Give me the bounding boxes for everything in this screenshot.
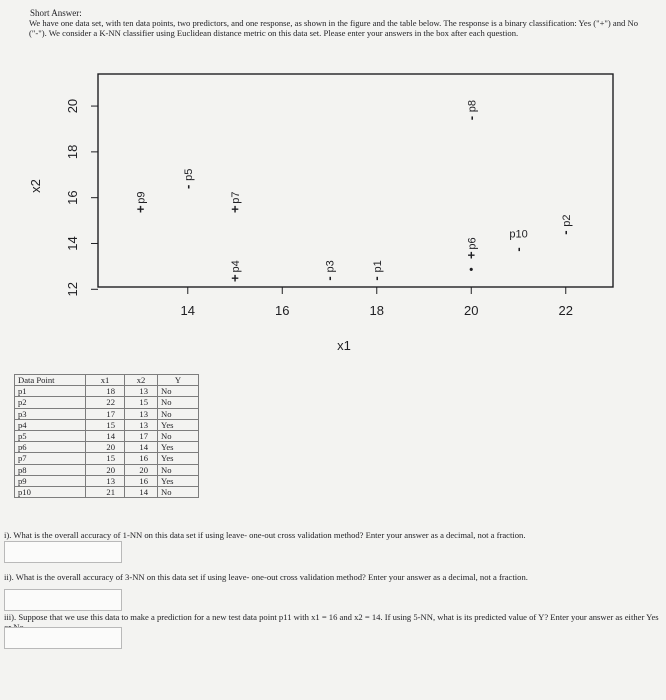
col-header-data-point: Data Point (15, 375, 86, 386)
point-label: p4 (230, 260, 243, 273)
minus-marker: - (321, 276, 337, 281)
cell-x1: 18 (86, 386, 125, 397)
question-3: iii). Suppose that we use this data to make a prediction for a new test data point p11 with x1 = 16 and x2 = 14. If using 5-NN, what is its predicted value of Y? Enter your answer as either Yes (4, 612, 659, 622)
point-label: p2 (560, 214, 573, 227)
answer-box-2[interactable] (4, 589, 122, 611)
answer-box-3[interactable] (4, 627, 122, 649)
cell-x2: 13 (125, 419, 158, 430)
table-row (15, 430, 199, 441)
cell-x1: 20 (86, 464, 125, 475)
x-tick-label: 14 (180, 303, 196, 318)
plus-marker: + (231, 201, 239, 217)
cell-data-point: p2 (15, 397, 86, 408)
cell-x1: 13 (86, 475, 125, 486)
x-tick-label: 16 (275, 303, 290, 318)
cell-x2: 14 (125, 486, 158, 497)
cell-data-point: p7 (15, 453, 86, 464)
col-header-y: Y (158, 375, 199, 386)
point-label: p9 (135, 191, 148, 204)
cell-x1: 14 (86, 430, 125, 441)
cell-data-point: p3 (15, 408, 86, 419)
table-row (15, 464, 199, 475)
table-row (15, 386, 199, 397)
cell-data-point: p1 (15, 386, 86, 397)
x-tick-label: 22 (558, 303, 573, 318)
table-header-row (15, 375, 199, 386)
cell-x1: 21 (86, 486, 125, 497)
y-tick-label: 12 (65, 282, 80, 297)
cell-data-point: p6 (15, 442, 86, 453)
y-tick-label: 16 (65, 190, 80, 205)
cell-data-point: p4 (15, 419, 86, 430)
point-label: p6 (466, 237, 479, 250)
minus-marker: - (368, 276, 384, 281)
point-label: p5 (182, 168, 195, 181)
question-1: i). What is the overall accuracy of 1-NN on this data set if using leave- one-out cross validation method? Enter your answer as a decimal, not a fraction. (4, 530, 526, 540)
cell-x1: 17 (86, 408, 125, 419)
y-tick-label: 18 (65, 144, 80, 160)
cell-x2: 15 (125, 397, 158, 408)
minus-marker: - (557, 230, 573, 235)
problem-intro: We have one data set, with ten data points, two predictors, and one response, as shown in the figure and the table below. The response is a binary classification: Yes ("+") and No ("-"). We consider a K-NN classifier using Euclidean distance metric on this data set. Please enter your answers in the box after each question. (29, 18, 638, 39)
table-row (15, 453, 199, 464)
x-tick-label: 18 (369, 303, 384, 318)
y-tick-label: 20 (65, 98, 80, 114)
col-header-x2: x2 (125, 375, 158, 386)
data-point-p4 (230, 260, 242, 285)
data-point-p10 (509, 228, 527, 251)
data-point-p1 (369, 260, 384, 280)
cell-data-point: p8 (15, 464, 86, 475)
point-label: p7 (230, 191, 243, 204)
point-label: p1 (371, 260, 384, 273)
minus-marker: - (463, 115, 479, 121)
cell-y: Yes (158, 475, 199, 486)
cell-x2: 14 (125, 442, 158, 453)
y-tick-label: 14 (65, 236, 80, 251)
cell-y: No (158, 397, 199, 408)
plot-frame (98, 74, 613, 287)
cell-y: No (158, 386, 199, 397)
x-axis-label: x1 (337, 338, 351, 353)
question-2: ii). What is the overall accuracy of 3-NN on this data set if using leave- one-out cross validation method? Enter your answer as a decimal, not a fraction. (4, 572, 528, 582)
cell-x2: 17 (125, 430, 158, 441)
table-row (15, 408, 199, 419)
plus-marker: + (231, 270, 239, 286)
cell-y: Yes (158, 453, 199, 464)
minus-marker: - (179, 184, 195, 189)
data-point-p8 (463, 100, 478, 120)
data-point-p5 (180, 169, 195, 189)
cell-y: Yes (158, 442, 199, 453)
answer-box-1[interactable] (4, 541, 122, 563)
data-table (14, 374, 199, 498)
data-point-p9 (136, 192, 148, 217)
col-header-x1: x1 (86, 375, 125, 386)
table-row (15, 475, 199, 486)
table-row (15, 442, 199, 453)
cell-x1: 22 (86, 397, 125, 408)
cell-x2: 13 (125, 408, 158, 419)
minus-marker: - (510, 247, 526, 252)
stray-dot-marker: • (469, 262, 474, 277)
cell-y: Yes (158, 419, 199, 430)
data-point-p7 (230, 192, 242, 217)
cell-y: No (158, 464, 199, 475)
cell-x1: 20 (86, 442, 125, 453)
section-header: Short Answer: (30, 8, 82, 18)
plus-marker: + (467, 247, 476, 263)
cell-x1: 15 (86, 419, 125, 430)
table-row (15, 419, 199, 430)
table-row (15, 397, 199, 408)
cell-y: No (158, 430, 199, 441)
cell-y: No (158, 408, 199, 419)
cell-y: No (158, 486, 199, 497)
point-label: p3 (324, 260, 337, 273)
cell-data-point: p5 (15, 430, 86, 441)
cell-x2: 20 (125, 464, 158, 475)
plus-marker: + (136, 201, 145, 217)
data-point-p6 (466, 237, 478, 262)
cell-data-point: p10 (15, 486, 86, 497)
cell-x2: 13 (125, 386, 158, 397)
point-label: p8 (466, 99, 479, 113)
cell-data-point: p9 (15, 475, 86, 486)
y-axis-label: x2 (28, 179, 43, 193)
data-point-p3 (322, 260, 337, 280)
data-point-p2 (558, 214, 573, 234)
point-label: p10 (509, 228, 528, 241)
x-tick-label: 20 (464, 303, 479, 318)
cell-x1: 15 (86, 453, 125, 464)
cell-x2: 16 (125, 453, 158, 464)
table-row (15, 486, 199, 497)
cell-x2: 16 (125, 475, 158, 486)
